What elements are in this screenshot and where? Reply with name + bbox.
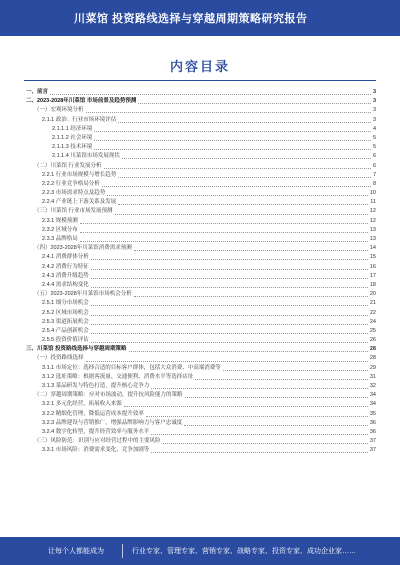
- toc-entry-page: 3: [372, 98, 376, 105]
- toc-entry-page: 5: [372, 134, 376, 141]
- toc-entry-label: 2.1.1.1 经济环境: [52, 125, 93, 132]
- toc-entry[interactable]: [24, 263, 376, 272]
- toc-entry-page: 29: [369, 364, 376, 371]
- toc-entry[interactable]: [24, 217, 376, 226]
- toc-entry[interactable]: [24, 309, 376, 318]
- toc-entry-page: 25: [369, 327, 376, 334]
- toc-entry-page: 16: [369, 263, 376, 270]
- toc-entry-page: 7: [372, 171, 376, 178]
- toc-entry-label: 2.1.1.3 技术环境: [52, 144, 93, 151]
- toc-dot-leader: [163, 439, 368, 444]
- toc-entry-page: 5: [372, 144, 376, 151]
- toc-entry[interactable]: [24, 345, 376, 354]
- toc-entry-page: 20: [369, 291, 376, 298]
- toc-entry-label: 三、川菜馆 投资路线选择与穿越周期策略: [26, 346, 127, 353]
- toc-entry-page: 12: [369, 217, 376, 224]
- toc-entry-label: 2.2.2 行业竞争格局分析: [42, 180, 100, 187]
- toc-dot-leader: [134, 246, 368, 251]
- toc-dot-leader: [151, 448, 368, 453]
- toc-entry[interactable]: [24, 419, 376, 428]
- toc-dot-leader: [80, 228, 368, 233]
- toc-entry-label: 3.2.3 品牌建设与营销推广，增强品牌影响力与客户忠诚度: [42, 419, 183, 426]
- toc-entry-label: 2.3.3 品牌格局: [42, 236, 78, 242]
- toc-entry-label: 2.4.4 需求结构变化: [42, 281, 89, 288]
- toc-dot-leader: [91, 265, 368, 270]
- report-title: 川菜馆 投资路线选择与穿越周期策略研究报告: [74, 13, 308, 25]
- toc-entry-page: 6: [372, 153, 376, 160]
- toc-entry[interactable]: [24, 116, 376, 125]
- toc-heading: 内容目录: [169, 60, 230, 75]
- toc-dot-leader: [185, 393, 368, 398]
- toc-entry-label: 2.5.4 产品创新机会: [42, 327, 89, 334]
- toc-entry-label: （五）2023-2028年川菜馆市场机会分析: [34, 291, 132, 298]
- toc-dot-leader: [91, 301, 368, 306]
- toc-entry[interactable]: [24, 327, 376, 336]
- toc-entry-label: 2.4.3 消费升级趋势: [42, 272, 89, 279]
- toc-entry[interactable]: [24, 207, 376, 216]
- toc-dot-leader: [86, 108, 371, 113]
- toc-entry[interactable]: [24, 143, 376, 152]
- toc-entry-page: 18: [369, 281, 376, 288]
- toc-entry-label: 3.1.2 选址策略：根据客流量、交通便利、消费水平等选择店址: [42, 373, 194, 380]
- toc-entry[interactable]: [24, 400, 376, 409]
- toc-entry-page: 8: [372, 180, 376, 187]
- toc-entry-page: 13: [369, 226, 376, 233]
- toc-entry[interactable]: [24, 244, 376, 253]
- toc-entry[interactable]: [24, 281, 376, 290]
- toc-entry-label: 2.4.2 消费行为特征: [42, 263, 89, 270]
- toc-entry-label: 一、前言: [26, 89, 49, 95]
- footer-divider: [122, 544, 123, 558]
- toc-dot-leader: [184, 421, 368, 426]
- toc-entry-page: 15: [369, 254, 376, 261]
- toc-entry-page: 10: [369, 190, 376, 197]
- toc-entry-label: 2.2.1 行业市场规模与增长趋势: [42, 171, 117, 178]
- toc-dot-leader: [50, 90, 371, 95]
- toc-entry-page: 6: [372, 162, 376, 169]
- toc-dot-leader: [124, 402, 368, 407]
- toc-entry[interactable]: [24, 299, 376, 308]
- toc-entry[interactable]: [24, 428, 376, 437]
- toc-entry-page: 37: [369, 447, 376, 454]
- toc-dot-leader: [102, 182, 371, 187]
- toc-entry[interactable]: [24, 198, 376, 207]
- toc-entry[interactable]: [24, 272, 376, 281]
- toc-entry-page: 24: [369, 318, 376, 325]
- toc-entry[interactable]: [24, 134, 376, 143]
- toc-entry-page: 37: [369, 438, 376, 445]
- toc-entry-page: 36: [369, 419, 376, 426]
- toc-entry-label: （二）穿越周期策略：应对市场波动，提升抗风险能力的策略: [34, 392, 183, 399]
- toc-entry[interactable]: [24, 106, 376, 115]
- toc-entry[interactable]: [24, 235, 376, 244]
- footer-slogan: 让每个人都能成为: [48, 548, 104, 555]
- toc-entry-page: 34: [369, 401, 376, 408]
- toc-entry-page: 13: [369, 236, 376, 242]
- toc-dot-leader: [91, 338, 368, 343]
- toc-entry-page: 11: [370, 199, 376, 206]
- toc-entry-page: 21: [369, 300, 376, 307]
- toc-entry[interactable]: [24, 97, 376, 106]
- toc-entry-page: 35: [369, 410, 376, 417]
- toc-entry-label: （四）2023-2028年川菜馆消费需求预测: [34, 245, 132, 252]
- toc-entry-label: 3.1.3 菜品研发与特色打造，提升核心竞争力: [42, 383, 150, 389]
- toc-entry-page: 3: [372, 89, 376, 95]
- toc-entry-page: 26: [369, 337, 376, 344]
- toc-dot-leader: [91, 329, 368, 334]
- toc-entry[interactable]: [24, 354, 376, 363]
- toc-dot-leader: [91, 274, 368, 279]
- toc-dot-leader: [134, 292, 368, 297]
- toc-entry-page: 31: [369, 373, 376, 380]
- toc-entry[interactable]: [24, 180, 376, 189]
- toc-dot-leader: [118, 173, 371, 178]
- toc-entry-label: （三）川菜馆 行业市场发展预测: [34, 208, 113, 215]
- toc-entry[interactable]: [24, 253, 376, 262]
- table-of-contents: [24, 88, 376, 456]
- toc-dot-leader: [223, 366, 368, 371]
- toc-entry-label: （二）川菜馆 行业发展分析: [34, 162, 102, 169]
- toc-entry-label: 2.3.1 规模预测: [42, 217, 78, 224]
- toc-entry-label: 2.1.1.4 川菜馆市场发展现状: [52, 153, 120, 160]
- toc-entry-label: 2.5.3 渠道拓展机会: [42, 318, 89, 325]
- toc-entry[interactable]: [24, 189, 376, 198]
- footer-tagline: 行业专家、管理专家、营销专家、战略专家、投资专家、成功企业家……: [132, 548, 356, 555]
- toc-entry[interactable]: [24, 318, 376, 327]
- toc-dot-leader: [118, 118, 371, 123]
- toc-dot-leader: [122, 154, 371, 159]
- toc-entry-label: 2.1.1 政治：行业市场环境评估: [42, 116, 117, 123]
- toc-entry-label: 3.3.1 市场风险：消费需求变化、竞争加剧等: [42, 447, 150, 454]
- toc-dot-leader: [118, 200, 368, 205]
- toc-entry-label: （一）宏观环境分析: [34, 107, 84, 114]
- toc-entry-page: 32: [369, 383, 376, 389]
- toc-entry[interactable]: [24, 125, 376, 134]
- toc-entry-page: 12: [369, 208, 376, 215]
- toc-entry[interactable]: [24, 391, 376, 400]
- toc-top-rule: [24, 80, 376, 81]
- toc-entry-label: 2.3.2 区域分布: [42, 226, 78, 233]
- toc-entry-label: 2.5.1 细分市场机会: [42, 300, 89, 307]
- toc-entry-label: 2.2.3 市场需求特点及趋势: [42, 190, 106, 197]
- toc-dot-leader: [195, 375, 368, 380]
- report-header: [0, 0, 400, 36]
- toc-dot-leader: [107, 191, 368, 196]
- toc-entry[interactable]: [24, 226, 376, 235]
- toc-entry[interactable]: [24, 152, 376, 161]
- toc-entry-label: 3.2.4 数字化转型，提升经营效率与服务水平: [42, 428, 150, 435]
- toc-entry-label: 2.4.1 消费群体分析: [42, 254, 89, 261]
- toc-dot-leader: [86, 357, 368, 362]
- toc-entry-page: 28: [369, 346, 376, 353]
- toc-dot-leader: [80, 237, 368, 242]
- toc-entry-page: 4: [372, 125, 376, 132]
- toc-dot-leader: [129, 347, 368, 352]
- toc-entry-label: 二、2023-2028年川菜馆 市场前景及趋势预测: [26, 98, 137, 105]
- toc-entry-page: 22: [369, 309, 376, 316]
- toc-entry-page: 3: [372, 116, 376, 123]
- toc-entry-page: 36: [369, 428, 376, 435]
- toc-entry-label: （三）风险防范：识别与应对经营过程中的主要风险: [34, 438, 161, 445]
- toc-dot-leader: [104, 164, 371, 169]
- toc-dot-leader: [146, 412, 368, 417]
- toc-entry[interactable]: [24, 364, 376, 373]
- toc-entry-page: 17: [369, 272, 376, 279]
- toc-entry[interactable]: [24, 437, 376, 446]
- toc-entry[interactable]: [24, 373, 376, 382]
- toc-dot-leader: [91, 311, 368, 316]
- toc-entry[interactable]: [24, 382, 376, 391]
- toc-entry-label: 2.1.1.2 社会环境: [52, 134, 93, 141]
- toc-entry-label: 3.2.2 精细化管理，降低运营成本提升效率: [42, 410, 144, 417]
- toc-entry-label: 3.2.1 多元化经营，拓展收入来源: [42, 401, 122, 408]
- toc-dot-leader: [94, 127, 371, 132]
- toc-entry-page: 34: [369, 392, 376, 399]
- toc-entry-page: 14: [369, 245, 376, 252]
- toc-entry[interactable]: [24, 290, 376, 299]
- toc-dot-leader: [91, 255, 368, 260]
- toc-entry[interactable]: [24, 162, 376, 171]
- toc-dot-leader: [94, 136, 371, 141]
- toc-entry-label: 2.5.2 区域市场机会: [42, 309, 89, 316]
- toc-entry-label: 2.2.4 产业链上下游关系及发展: [42, 199, 117, 206]
- toc-dot-leader: [151, 430, 368, 435]
- report-footer: [0, 537, 400, 565]
- toc-entry-label: （一）投资路线选择: [34, 355, 84, 362]
- toc-entry[interactable]: [24, 446, 376, 455]
- toc-dot-leader: [80, 219, 368, 224]
- toc-entry-label: 2.5.5 投资价值评估: [42, 337, 89, 344]
- toc-entry-label: 3.1.1 市场定位：选择合适的目标客户群体，包括大众消费、中高端消费等: [42, 364, 221, 371]
- toc-dot-leader: [115, 210, 368, 215]
- toc-dot-leader: [94, 145, 371, 150]
- toc-entry[interactable]: [24, 410, 376, 419]
- toc-entry-page: 3: [372, 107, 376, 114]
- toc-dot-leader: [138, 99, 371, 104]
- toc-entry[interactable]: [24, 88, 376, 97]
- toc-entry-page: 28: [369, 355, 376, 362]
- toc-dot-leader: [91, 320, 368, 325]
- toc-dot-leader: [91, 283, 368, 288]
- toc-entry[interactable]: [24, 336, 376, 345]
- toc-entry[interactable]: [24, 171, 376, 180]
- toc-dot-leader: [151, 384, 368, 389]
